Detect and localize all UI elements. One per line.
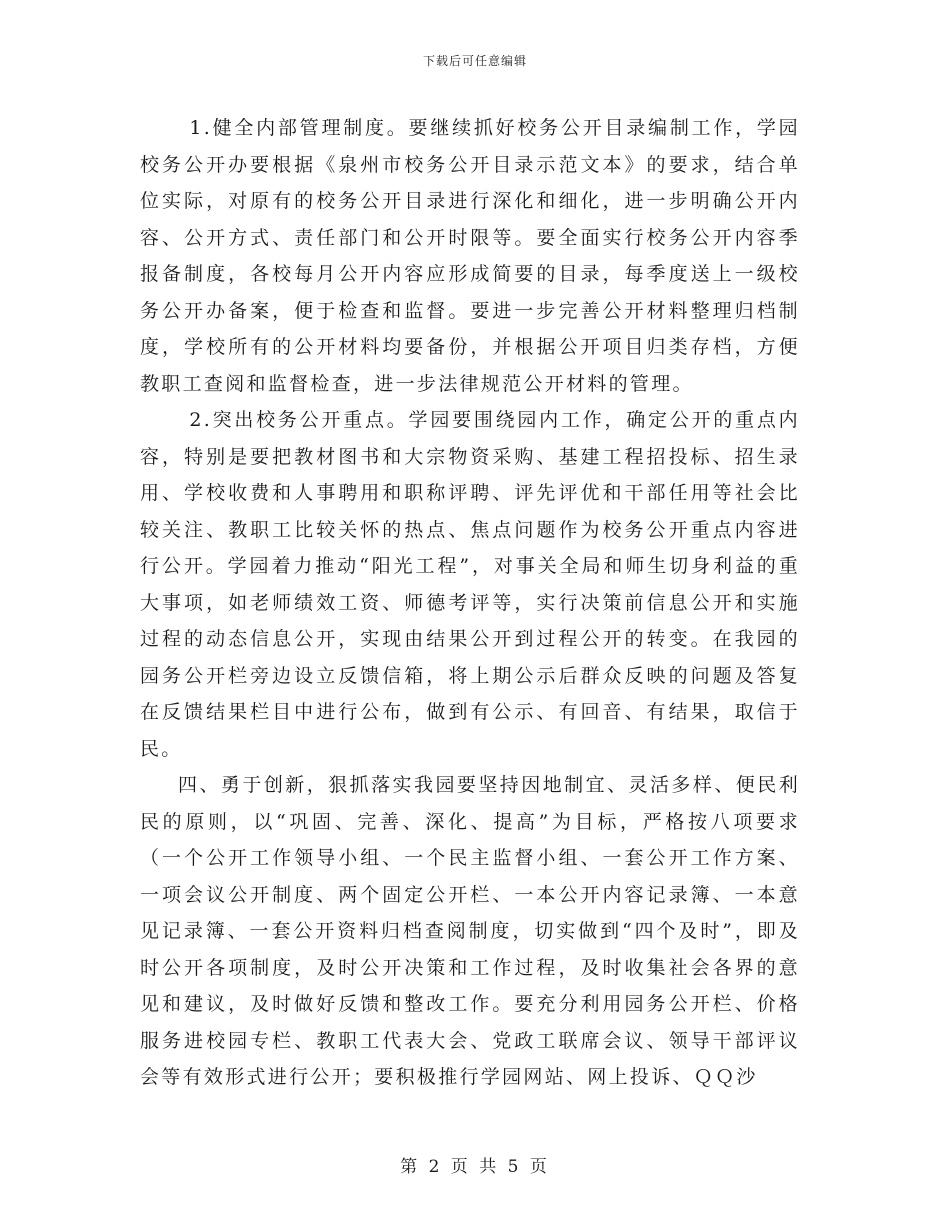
paragraph-2: 2.突出校务公开重点。学园要围绕园内工作，确定公开的重点内容，特别是要把教材图书和大宗物资采购、基建工程招投标、招生录用、学校收费和人事聘用和职称评聘、评先评优和干部任用等社会比较关注、教职工比较关怀的热点、焦点问题作为校务公开重点内容进行公开。学园着力推动“阳光工程”，对事关全局和师生切身利益的重大事项，如老师绩效工资、师德考评等，实行决策前信息公开和实施过程的动态信息公开，实现由结果公开到过程公开的转变。在我园的园务公开栏旁边设立反馈信箱，将上期公示后群众反映的问题及答复在反馈结果栏目中进行公布，做到有公示、有回音、有结果，取信于民。 — [140, 409, 800, 760]
document-body — [140, 110, 800, 1096]
page-number: 第 2 页 共 5 页 — [400, 1157, 550, 1177]
paragraph-3: 四、勇于创新，狠抓落实我园要坚持因地制宜、灵活多样、便民利民的原则，以“巩固、完善、深化、提高”为目标，严格按八项要求（一个公开工作领导小组、一个民主监督小组、一套公开工作方案、一项会议公开制度、两个固定公开栏、一本公开内容记录簿、一本意见记录簿、一套公开资料归档查阅制度，切实做到“四个及时”，即及时公开各项制度，及时公开决策和工作过程，及时收集社会各界的意见和建议，及时做好反馈和整改工作。要充分利用园务公开栏、价格服务进校园专栏、教职工代表大会、党政工联席会议、领导干部评议会等有效形式进行公开；要积极推行学园网站、网上投诉、ＱＱ沙 — [140, 774, 800, 1088]
paragraph-1: 1.健全内部管理制度。要继续抓好校务公开目录编制工作，学园校务公开办要根据《泉州市校务公开目录示范文本》的要求，结合单位实际，对原有的校务公开目录进行深化和细化，进一步明确公开内容、公开方式、责任部门和公开时限等。要全面实行校务公开内容季报备制度，各校每月公开内容应形成简要的目录，每季度送上一级校务公开办备案，便于检查和监督。要进一步完善公开材料整理归档制度，学校所有的公开材料均要备份，并根据公开项目归类存档，方便教职工查阅和监督检查，进一步法律规范公开材料的管理。 — [140, 117, 800, 395]
header-note: 下载后可任意编辑 — [422, 54, 527, 68]
